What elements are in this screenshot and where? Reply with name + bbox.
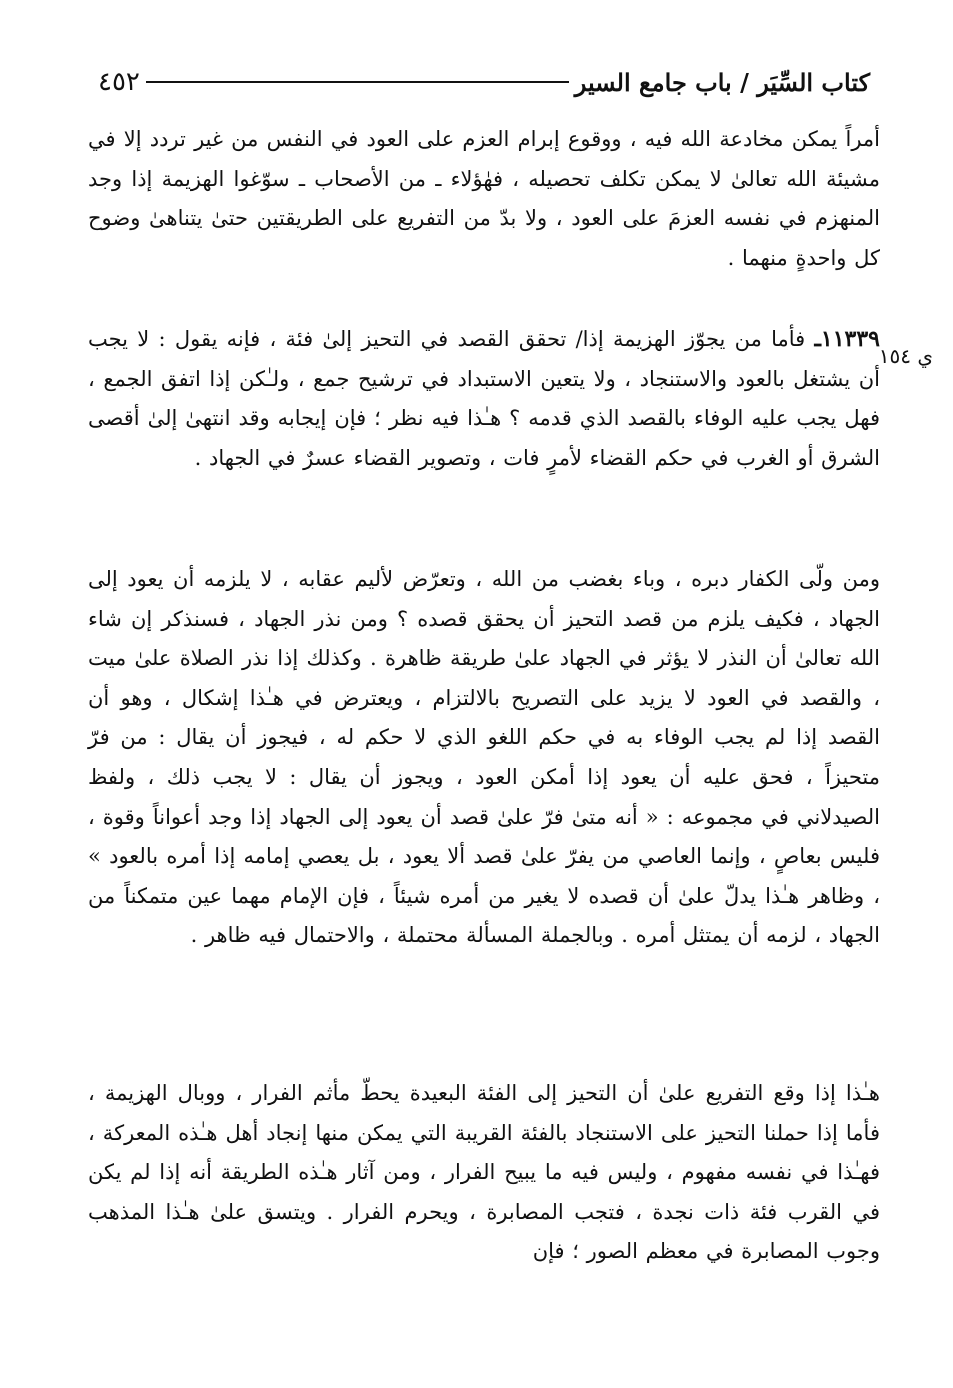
paragraph-1	[88, 120, 880, 278]
paragraph-text: ومن ولّى الكفار دبره ، وباء بغضب من الله ، وتعرّض لأليم عقابه ، لا يلزمه أن يعود إلى الجهاد ، فكيف يلزم من قصد التحيز أن يحقق قصده ؟ ومن نذر الجهاد ، فسنذكر إن شاء الله تعالىٰ أن النذر لا يؤثر في الجهاد علىٰ طريقة ظاهرة . وكذلك إذا نذر الصلاة علىٰ ميت ، والقصد في العود لا يزيد على التصريح بالالتزام ، ويعترض في هـٰذا إشكال ، وهو أن القصد إذا لم يجب الوفاء به في حكم اللغو الذي لا حكم له ، فيجوز أن يقال : من فرّ متحيزاً ، فحق عليه أن يعود إذا أمكن العود ، ويجوز أن يقال : لا يجب ذلك ، ولفظ الصيدلاني في مجموعه : « أنه متىٰ فرّ علىٰ قصد أن يعود إلى الجهاد إذا وجد أعواناً وقوة ، فليس بعاصٍ ، وإنما العاصي من يفرّ علىٰ قصد ألا يعود ، بل يعصي إمامه إذا أمره بالعود » ، وظاهر هـٰذا يدلّ علىٰ أن قصده لا يغير من أمره شيئاً ، فإن الإمام مهما عين متمكناً من الجهاد ، لزمه أن يمتثل أمره . وبالجملة المسألة محتملة ، والاحتمال فيه ظاهر .	[88, 567, 880, 948]
paragraph-4	[88, 1074, 880, 1272]
paragraph-text: هـٰذا إذا وقع التفريع علىٰ أن التحيز إلى الفئة البعيدة يحطّ مأثم الفرار ، ووبال الهزيمة ، فأما إذا حملنا التحيز على الاستنجاد بالفئة القريبة التي يمكن منها إنجاد أهل هـٰذه المعركة ، فهـٰذا في نفسه مفهوم ، وليس فيه ما يبيح الفرار ، ومن آثار هـٰذه الطريقة أنه إذا لم يكن في القرب فئة ذات نجدة ، فتجب المصابرة ، ويحرم الفرار . ويتسق علىٰ هـٰذا المذهب وجوب المصابرة في معظم الصور ؛ فإن	[88, 1081, 880, 1264]
header-rule	[146, 81, 569, 83]
paragraph-number: ١١٣٣٩ـ	[814, 326, 880, 352]
page-header	[88, 62, 880, 102]
paragraph-text: أمراً يمكن مخادعة الله فيه ، ووقوع إبرام العزم على العود في النفس من غير تردد إلا في مشيئة الله تعالىٰ لا يمكن تكلف تحصيله ، فهٰؤلاء ـ من الأصحاب ـ سوّغوا الهزيمة إذا وجد المنهزم في نفسه العزمَ على العود ، ولا بدّ من التفريع على الطريقتين حتىٰ يتناهىٰ وضوح كل واحدةٍ منهما .	[88, 127, 880, 270]
paragraph-2	[88, 320, 880, 478]
running-title: كتاب السِّيَر / باب جامع السير	[574, 67, 870, 97]
paragraph-body	[88, 320, 880, 478]
paragraph-3	[88, 560, 880, 956]
page-number: ٤٥٢	[98, 67, 140, 97]
paragraph-text: فأما من يجوّز الهزيمة إذا/ تحقق القصد في التحيز إلىٰ فئة ، فإنه يقول : لا يجب أن يشتغل بالعود والاستنجاد ، ولا يتعين الاستبداد في ترشيح جمع ، ولـٰكن إذا اتفق الجمع ، فهل يجب عليه الوفاء بالقصد الذي قدمه ؟ هـٰذا فيه نظر ؛ فإن إيجابه وقد انتهىٰ إلىٰ أقصى الشرق أو الغرب في حكم القضاء لأمرٍ فات ، وتصوير القضاء عسرٌ في الجهاد .	[88, 327, 880, 470]
margin-reference: ي ١٥٤	[878, 344, 933, 368]
